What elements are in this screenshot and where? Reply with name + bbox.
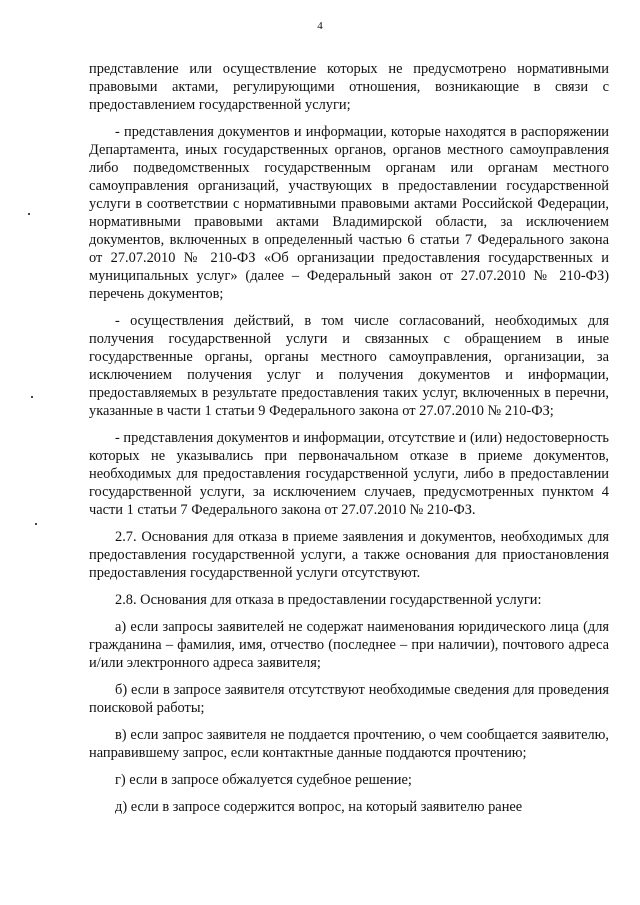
scan-speck xyxy=(35,523,37,525)
paragraph-item-a: а) если запросы заявителей не содержат наименования юридического лица (для гражданина – фамилия, имя, отчество (последнее – при наличии), почтового адреса и/или электронного адреса заявителя; xyxy=(89,619,609,671)
paragraph-item-d: д) если в запросе содержится вопрос, на который заявителю ранее xyxy=(115,799,523,815)
paragraph-2-8: 2.8. Основания для отказа в предоставлении государственной услуги: xyxy=(115,592,542,608)
paragraph-list-item-actions: - осуществления действий, в том числе согласований, необходимых для получения государственной услуги и связанных с обращением в иные государственные органы, органы местного самоуправления, организации, за исключением получения услуг и получения документов и информации, предоставляемых в результате предоставления таких услуг, включенных в перечни, указанные в части 1 статьи 9 Федерального закона от 27.07.2010 № 210-ФЗ; xyxy=(89,313,609,419)
paragraph-2-7: 2.7. Основания для отказа в приеме заявления и документов, необходимых для предоставления государственной услуги, а также основания для приостановления предоставления государственной услуги отсутствуют. xyxy=(89,529,609,581)
paragraph-item-v: в) если запрос заявителя не поддается прочтению, о чем сообщается заявителю, направившему запрос, если контактные данные поддаются прочтению; xyxy=(89,727,609,761)
scan-speck xyxy=(28,213,30,215)
page-number: 4 xyxy=(317,20,323,32)
paragraph-continuation: представление или осуществление которых не предусмотрено нормативными правовыми актами, регулирующими отношения, возникающие в связи с предоставлением государственной услуги; xyxy=(89,61,609,113)
paragraph-item-g: г) если в запросе обжалуется судебное решение; xyxy=(115,772,412,788)
document-body xyxy=(89,60,609,825)
paragraph-list-item-documents: - представления документов и информации, которые находятся в распоряжении Департамента, иных государственных органов, органов местного самоуправления либо подведомственных государственным органам или органам местного самоуправления организаций, участвующих в предоставлении государственной услуги в соответствии с нормативными правовыми актами Российской Федерации, нормативными правовыми актами Владимирской области, за исключением документов, включенных в определенный частью 6 статьи 7 Федерального закона от 27.07.2010 № 210-ФЗ «Об организации предоставления государственных и муниципальных услуг» (далее – Федеральный закон от 27.07.2010 № 210-ФЗ) перечень документов; xyxy=(89,124,609,302)
paragraph-item-b: б) если в запросе заявителя отсутствуют необходимые сведения для проведения поисковой работы; xyxy=(89,682,609,716)
scan-speck xyxy=(31,396,33,398)
paragraph-list-item-invalid-data: - представления документов и информации, отсутствие и (или) недостоверность которых не указывались при первоначальном отказе в приеме документов, необходимых для предоставления государственной услуги, либо в предоставлении государственной услуги, за исключением случаев, предусмотренных пунктом 4 части 1 статьи 7 Федерального закона от 27.07.2010 № 210-ФЗ. xyxy=(89,430,609,518)
